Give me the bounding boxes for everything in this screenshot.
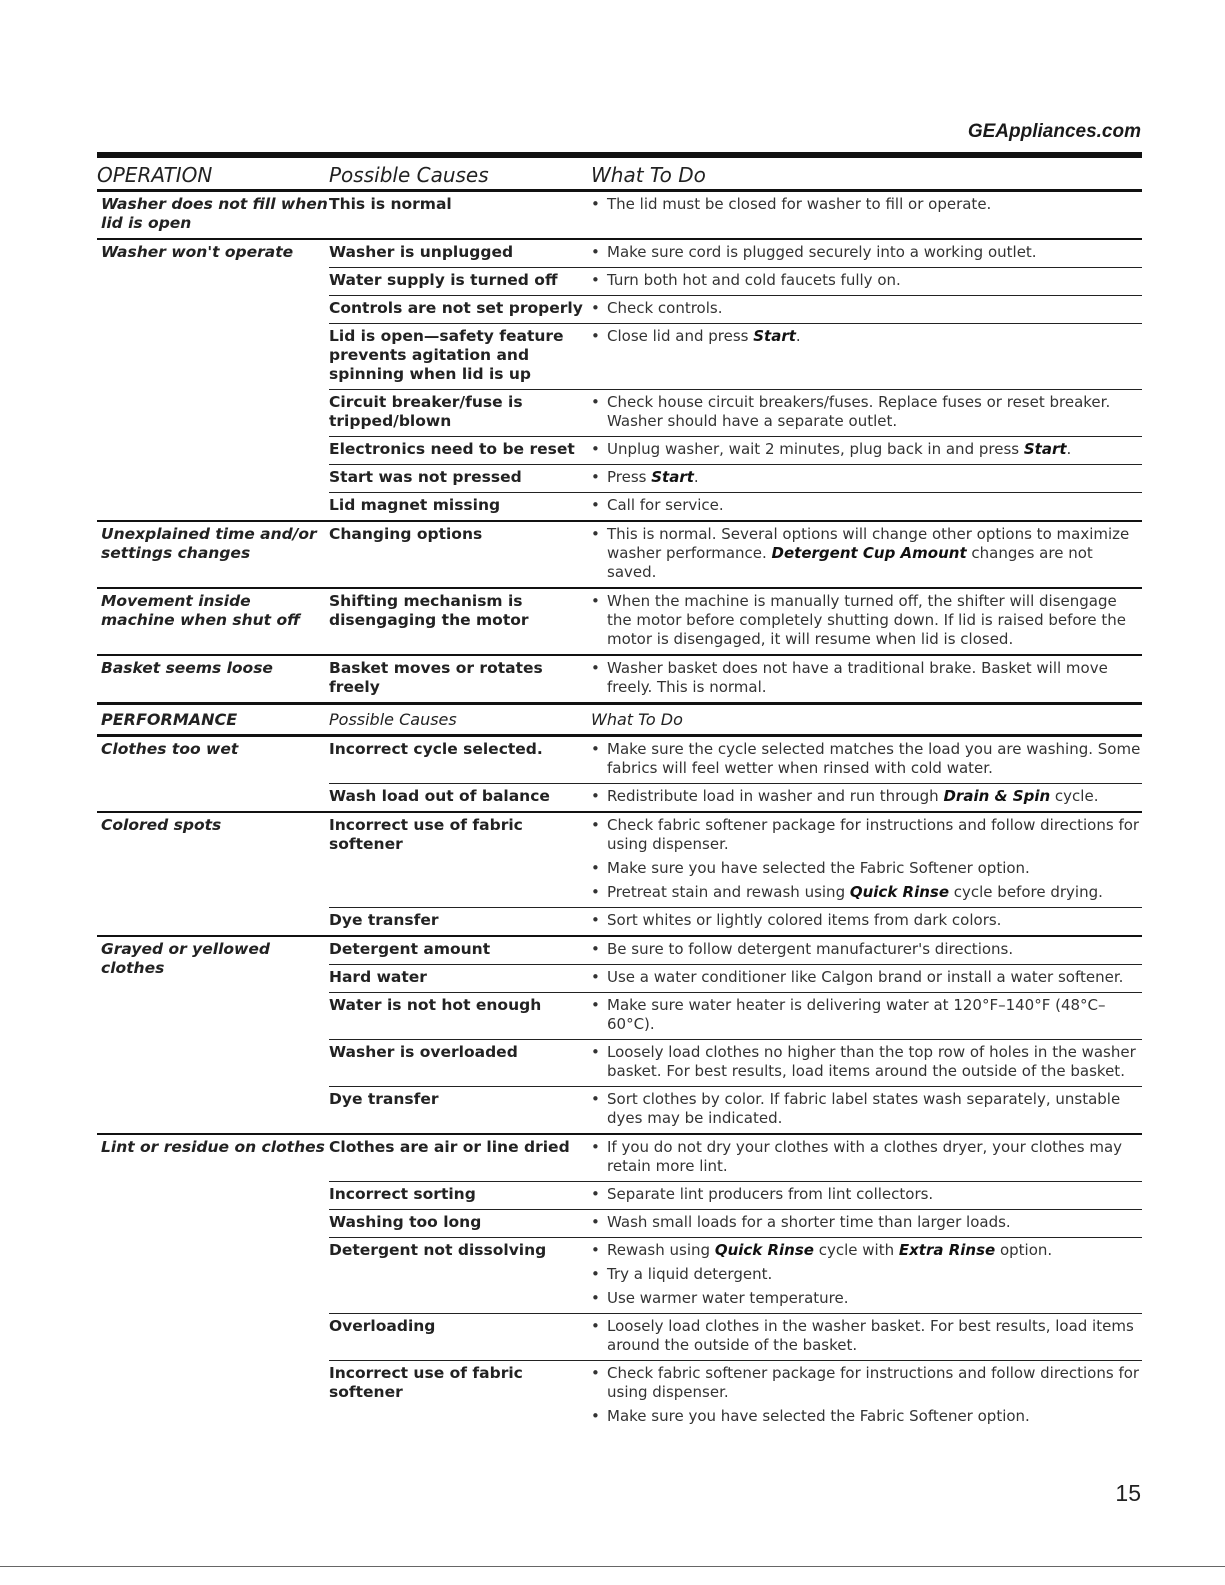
possible-cause: Washer is overloaded xyxy=(329,1040,591,1087)
remedy-item xyxy=(591,740,1142,778)
remedy-text: Sort clothes by color. If fabric label states wash separately, unstable dyes may be indicated. xyxy=(607,1090,1121,1127)
remedy-text: When the machine is manually turned off, the shifter will disengage the motor before completely shutting down. If lid is raised before the motor is disengaged, it will resume when lid is closed. xyxy=(607,592,1127,648)
remedy-item xyxy=(591,1289,1142,1308)
what-to-do xyxy=(591,1134,1142,1182)
remedy-item xyxy=(591,468,1142,487)
possible-cause: Water is not hot enough xyxy=(329,993,591,1040)
possible-causes-heading: Possible Causes xyxy=(329,155,591,191)
remedy-text: cycle with xyxy=(813,1241,899,1259)
remedy-item xyxy=(591,1364,1142,1402)
remedy-list xyxy=(591,816,1142,902)
remedy-list xyxy=(591,1364,1142,1426)
what-to-do xyxy=(591,239,1142,268)
remedy-text: Washer basket does not have a traditional brake. Basket will move freely. This is normal. xyxy=(607,659,1108,696)
remedy-list xyxy=(591,1138,1142,1176)
remedy-item xyxy=(591,525,1142,582)
remedy-list xyxy=(591,496,1142,515)
what-to-do xyxy=(591,1087,1142,1135)
what-to-do xyxy=(591,1040,1142,1087)
remedy-item xyxy=(591,195,1142,214)
table-row xyxy=(97,588,1142,655)
what-to-do xyxy=(591,1314,1142,1361)
remedy-item xyxy=(591,1317,1142,1355)
emphasized-term: Drain & Spin xyxy=(943,787,1051,805)
remedy-text: Make sure the cycle selected matches the load you are washing. Some fabrics will feel wetter when rinsed with cold water. xyxy=(607,740,1141,777)
remedy-text: Turn both hot and cold faucets fully on. xyxy=(607,271,901,289)
remedy-list xyxy=(591,299,1142,318)
troubleshooting-table xyxy=(97,152,1142,1431)
remedy-list xyxy=(591,1317,1142,1355)
problem-condition: Grayed or yellowed clothes xyxy=(97,936,329,1134)
remedy-text: Make sure water heater is delivering water at 120°F–140°F (48°C–60°C). xyxy=(607,996,1106,1033)
problem-condition: Washer won't operate xyxy=(97,239,329,521)
remedy-list xyxy=(591,525,1142,582)
possible-cause: Incorrect cycle selected. xyxy=(329,736,591,784)
remedy-list xyxy=(591,1090,1142,1128)
remedy-item xyxy=(591,659,1142,697)
possible-causes-heading: Possible Causes xyxy=(329,704,591,736)
remedy-item xyxy=(591,1265,1142,1284)
possible-cause: Lid magnet missing xyxy=(329,496,501,514)
remedy-text: The lid must be closed for washer to fill or operate. xyxy=(607,195,992,213)
remedy-text: cycle. xyxy=(1050,787,1099,805)
remedy-item xyxy=(591,816,1142,854)
remedy-text: Loosely load clothes no higher than the top row of holes in the washer basket. For best results, load items around the outside of the basket. xyxy=(607,1043,1136,1080)
remedy-text: Make sure you have selected the Fabric Softener option. xyxy=(607,1407,1030,1425)
bottom-rule xyxy=(0,1566,1225,1567)
remedy-list xyxy=(591,468,1142,487)
remedy-text: Check fabric softener package for instructions and follow directions for using dispenser. xyxy=(607,816,1140,853)
what-to-do xyxy=(591,908,1142,937)
remedy-item xyxy=(591,940,1142,959)
remedy-item xyxy=(591,1090,1142,1128)
site-url: GEAppliances.com xyxy=(967,121,1141,142)
what-to-do xyxy=(591,296,1142,324)
remedy-text: Be sure to follow detergent manufacturer's directions. xyxy=(607,940,1014,958)
remedy-text: Check fabric softener package for instructions and follow directions for using dispenser. xyxy=(607,1364,1140,1401)
possible-cause: Overloading xyxy=(329,1314,591,1361)
table-row xyxy=(97,1134,1142,1182)
possible-cause: Water supply is turned off xyxy=(329,268,591,296)
remedy-list xyxy=(591,195,1142,214)
remedy-list xyxy=(591,592,1142,649)
remedy-item xyxy=(591,1043,1142,1081)
remedy-text: Rewash using xyxy=(607,1241,715,1259)
remedy-text: Try a liquid detergent. xyxy=(607,1265,773,1283)
remedy-text: If you do not dry your clothes with a clothes dryer, your clothes may retain more lint. xyxy=(607,1138,1123,1175)
remedy-text: This is normal. Several options will change other options to maximize washer performance. xyxy=(607,525,1130,562)
remedy-item xyxy=(591,440,1142,459)
remedy-item xyxy=(591,859,1142,878)
what-to-do xyxy=(591,736,1142,784)
remedy-text: Loosely load clothes in the washer basket. For best results, load items around the outside of the basket. xyxy=(607,1317,1134,1354)
remedy-list xyxy=(591,271,1142,290)
remedy-item xyxy=(591,1138,1142,1176)
possible-cause: Incorrect use of fabric softener xyxy=(329,1364,523,1401)
remedy-list xyxy=(591,327,1142,346)
table-row xyxy=(97,521,1142,588)
remedy-text: Use warmer water temperature. xyxy=(607,1289,849,1307)
remedy-list xyxy=(591,1185,1142,1204)
possible-cause: Changing options xyxy=(329,521,591,588)
possible-cause: Detergent amount xyxy=(329,936,591,965)
what-to-do xyxy=(591,437,1142,465)
possible-cause: Start was not pressed xyxy=(329,465,591,493)
possible-cause: Electronics need to be reset xyxy=(329,437,591,465)
emphasized-term: Start xyxy=(1023,440,1067,458)
possible-cause: Lid is open—safety feature prevents agitation and spinning when lid is up xyxy=(329,324,591,390)
remedy-list xyxy=(591,659,1142,697)
emphasized-term: Quick Rinse xyxy=(849,883,949,901)
remedy-text: changes are not saved. xyxy=(607,544,1093,581)
possible-cause: Incorrect use of fabric softener xyxy=(329,812,591,908)
what-to-do xyxy=(591,655,1142,704)
remedy-text: Check controls. xyxy=(607,299,723,317)
remedy-item xyxy=(591,271,1142,290)
problem-condition: Colored spots xyxy=(97,812,329,936)
remedy-text: Unplug washer, wait 2 minutes, plug back in and press xyxy=(607,440,1024,458)
remedy-list xyxy=(591,740,1142,778)
remedy-item xyxy=(591,1407,1142,1426)
table-row xyxy=(97,191,1142,240)
remedy-list xyxy=(591,787,1142,806)
what-to-do xyxy=(591,1238,1142,1314)
remedy-item xyxy=(591,327,1142,346)
table-row xyxy=(97,239,1142,268)
what-to-do xyxy=(591,465,1142,493)
table-row xyxy=(97,736,1142,784)
remedy-list xyxy=(591,1241,1142,1308)
remedy-text: Wash small loads for a shorter time than larger loads. xyxy=(607,1213,1011,1231)
emphasized-term: Quick Rinse xyxy=(714,1241,814,1259)
section-heading: PERFORMANCE xyxy=(97,704,329,736)
what-to-do xyxy=(591,1210,1142,1238)
remedy-item xyxy=(591,299,1142,318)
emphasized-term: Extra Rinse xyxy=(898,1241,996,1259)
performance-header-row xyxy=(97,704,1142,736)
remedy-item xyxy=(591,1213,1142,1232)
remedy-text: . xyxy=(795,327,801,345)
possible-cause: Controls are not set properly xyxy=(329,296,591,324)
possible-cause: Wash load out of balance xyxy=(329,787,550,805)
what-to-do xyxy=(591,965,1142,993)
remedy-text: Pretreat stain and rewash using xyxy=(607,883,850,901)
remedy-text: . xyxy=(1066,440,1072,458)
what-to-do-heading: What To Do xyxy=(591,155,1142,191)
remedy-text: Close lid and press xyxy=(607,327,754,345)
remedy-text: Make sure you have selected the Fabric Softener option. xyxy=(607,859,1030,877)
remedy-list xyxy=(591,243,1142,262)
possible-cause: Clothes are air or line dried xyxy=(329,1134,591,1182)
remedy-item xyxy=(591,968,1142,987)
possible-cause: This is normal xyxy=(329,195,452,213)
remedy-list xyxy=(591,911,1142,930)
remedy-text: Call for service. xyxy=(607,496,724,514)
possible-cause: Shifting mechanism is disengaging the motor xyxy=(329,588,591,655)
remedy-list xyxy=(591,996,1142,1034)
remedy-item xyxy=(591,883,1142,902)
table-row xyxy=(97,655,1142,704)
operation-header-row xyxy=(97,155,1142,191)
remedy-item xyxy=(591,996,1142,1034)
possible-cause: Washer is unplugged xyxy=(329,239,591,268)
remedy-item xyxy=(591,911,1142,930)
what-to-do xyxy=(591,784,1142,813)
what-to-do xyxy=(591,993,1142,1040)
problem-condition: Movement inside machine when shut off xyxy=(97,588,329,655)
remedy-text: Make sure cord is plugged securely into a working outlet. xyxy=(607,243,1037,261)
remedy-item xyxy=(591,1185,1142,1204)
remedy-list xyxy=(591,440,1142,459)
possible-cause: Circuit breaker/fuse is tripped/blown xyxy=(329,390,591,437)
what-to-do xyxy=(591,812,1142,908)
what-to-do xyxy=(591,936,1142,965)
remedy-item xyxy=(591,787,1142,806)
possible-cause: Hard water xyxy=(329,965,591,993)
emphasized-term: Detergent Cup Amount xyxy=(771,544,967,562)
problem-condition: Basket seems loose xyxy=(97,655,329,704)
possible-cause: Dye transfer xyxy=(329,1090,439,1108)
problem-condition: Unexplained time and/or settings changes xyxy=(97,521,329,588)
problem-condition: Clothes too wet xyxy=(101,740,239,758)
possible-cause: Washing too long xyxy=(329,1210,591,1238)
what-to-do xyxy=(591,191,1142,240)
what-to-do xyxy=(591,390,1142,437)
remedy-item xyxy=(591,1241,1142,1260)
what-to-do xyxy=(591,521,1142,588)
remedy-list xyxy=(591,968,1142,987)
what-to-do xyxy=(591,493,1142,522)
remedy-list xyxy=(591,393,1142,431)
operation-heading: OPERATION xyxy=(97,155,329,191)
emphasized-term: Start xyxy=(651,468,694,486)
problem-condition: Lint or residue on clothes xyxy=(97,1134,329,1431)
remedy-text: Check house circuit breakers/fuses. Replace fuses or reset breaker. Washer should have a separate outlet. xyxy=(607,393,1111,430)
what-to-do xyxy=(591,1182,1142,1210)
remedy-text: Press xyxy=(607,468,652,486)
table-row xyxy=(97,812,1142,908)
remedy-item xyxy=(591,496,1142,515)
remedy-text: Sort whites or lightly colored items from dark colors. xyxy=(607,911,1002,929)
remedy-text: Use a water conditioner like Calgon brand or install a water softener. xyxy=(607,968,1124,986)
what-to-do xyxy=(591,588,1142,655)
problem-condition: Washer does not fill when lid is open xyxy=(101,195,328,232)
possible-cause: Dye transfer xyxy=(329,911,439,929)
remedy-list xyxy=(591,1043,1142,1081)
what-to-do xyxy=(591,1361,1142,1432)
emphasized-term: Start xyxy=(753,327,796,345)
remedy-item xyxy=(591,592,1142,649)
what-to-do xyxy=(591,268,1142,296)
possible-cause: Detergent not dissolving xyxy=(329,1238,591,1314)
table-row xyxy=(97,936,1142,965)
remedy-text: Separate lint producers from lint collectors. xyxy=(607,1185,934,1203)
page-number: 15 xyxy=(1115,1480,1141,1506)
possible-cause: Incorrect sorting xyxy=(329,1182,591,1210)
remedy-list xyxy=(591,1213,1142,1232)
what-to-do xyxy=(591,324,1142,390)
remedy-list xyxy=(591,940,1142,959)
remedy-text: Redistribute load in washer and run through xyxy=(607,787,944,805)
remedy-item xyxy=(591,243,1142,262)
remedy-text: option. xyxy=(995,1241,1053,1259)
remedy-item xyxy=(591,393,1142,431)
remedy-text: . xyxy=(693,468,699,486)
possible-cause: Basket moves or rotates freely xyxy=(329,655,591,704)
what-to-do-heading: What To Do xyxy=(591,704,1142,736)
remedy-text: cycle before drying. xyxy=(949,883,1103,901)
